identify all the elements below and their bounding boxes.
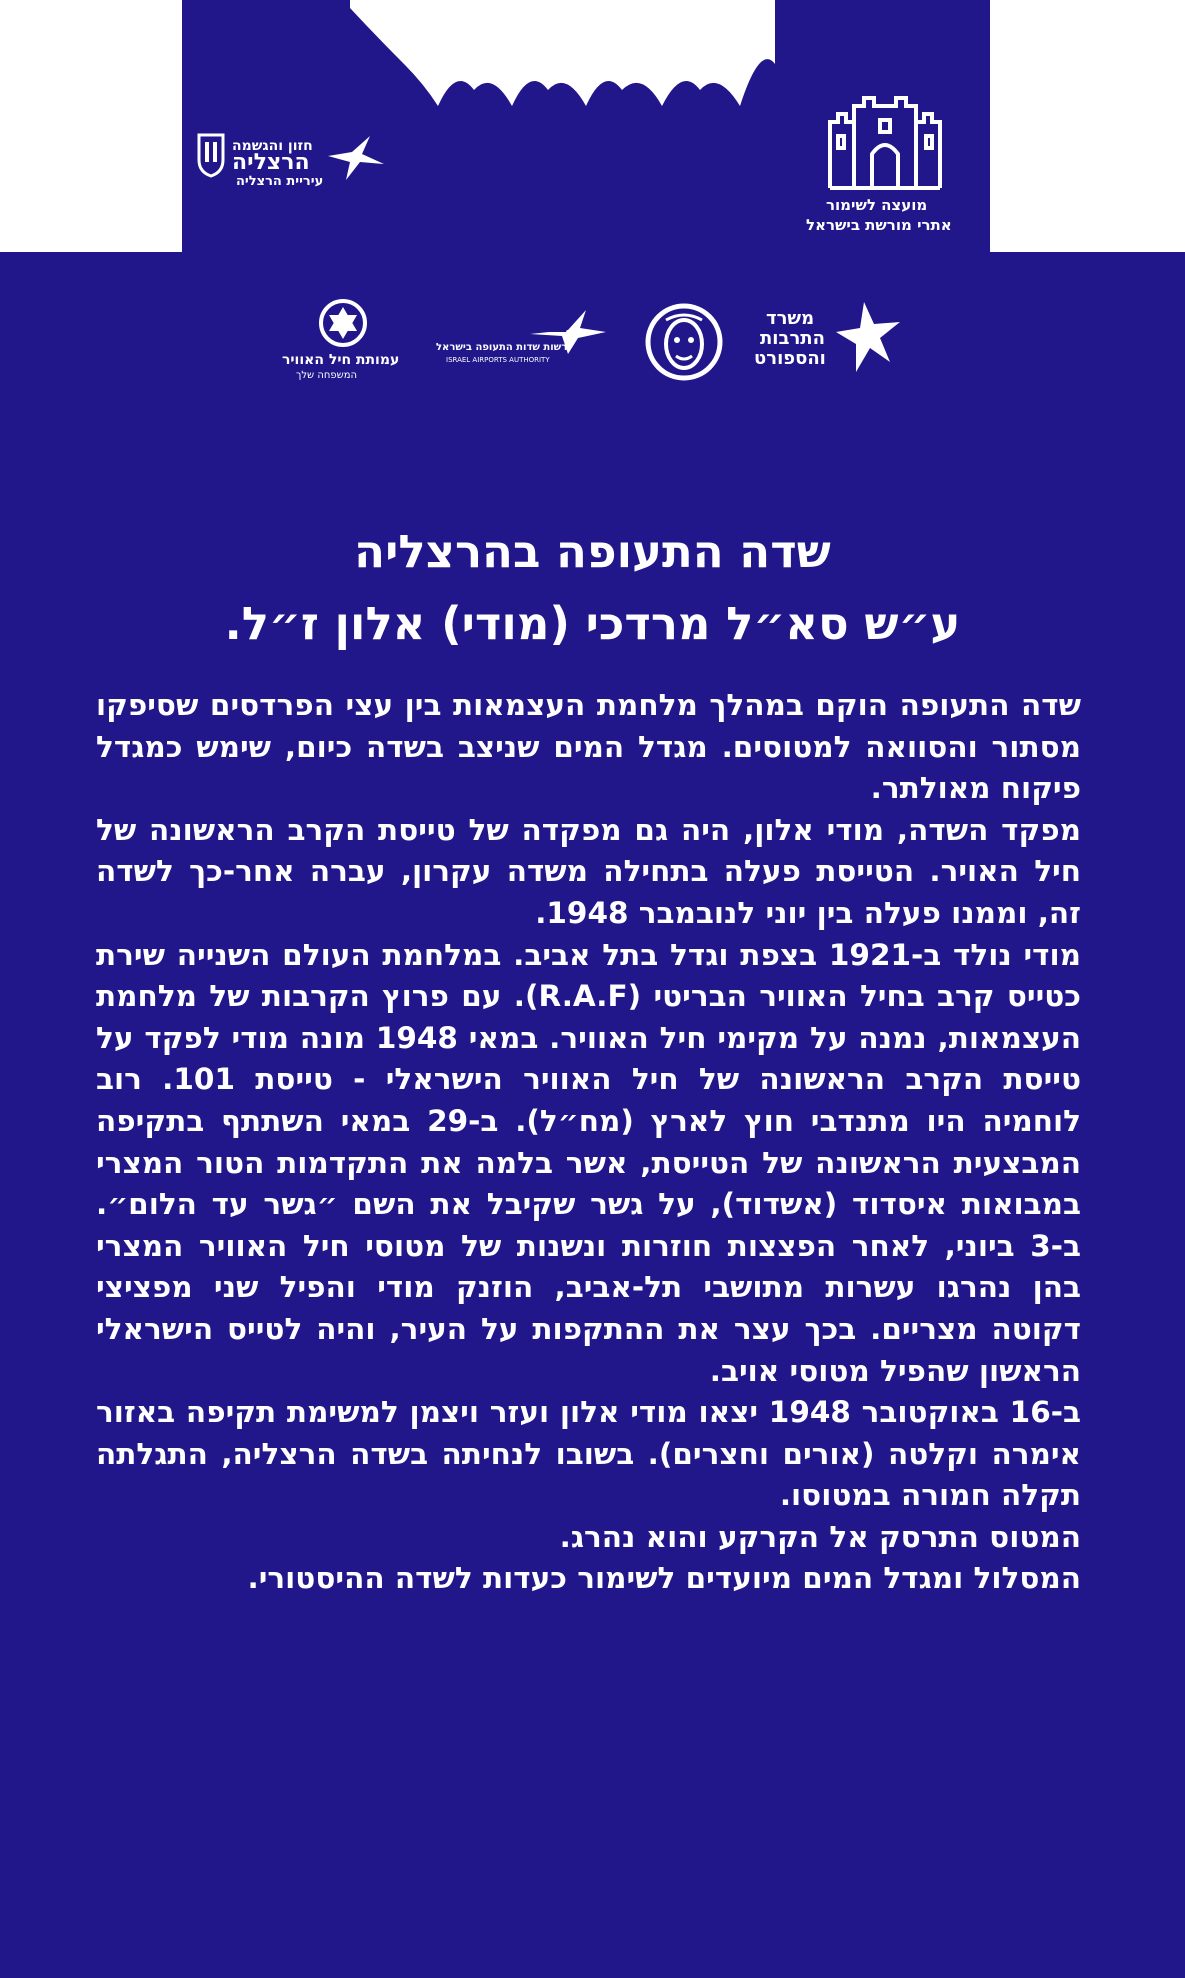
council-logo-line1: מועצה לשימור (826, 196, 928, 214)
ministry-star-icon (834, 298, 904, 376)
body-paragraph: המסלול ומגדל המים מיועדים לשימור כעדות לשדה ההיסטורי. (247, 1561, 1081, 1596)
title-line-1: שדה התעופה בהרצליה (354, 525, 831, 578)
council-logo-line2: אתרי מורשת בישראל (806, 216, 952, 234)
herzliya-logo-line2: הרצליה (232, 150, 310, 175)
body-paragraph: מודי נולד ב-1921 בצפת וגדל בתל אביב. במלחמת העולם השנייה שירת כטייס קרב בחיל האוויר הבריטי (R.A.F). עם פרוץ הקרבות של מלחמת העצמאות, נמנה על מקימי חיל האוויר. במאי 1948 מונה מודי לפקד על טייסת הקרב הראשונה של חיל האוויר הישראלי - טייסת 101. רוב לוחמיה היו מתנדבי חוץ לארץ (מח״ל). ב-29 במאי השתתף בתקיפה המבצעית הראשונה של הטייסת, אשר בלמה את התקדמות הטור המצרי במבואות איסדוד (אשדוד), על גשר שקיבל את השם ״גשר עד הלום״. ב-3 ביוני, לאחר הפצצות חוזרות ונשנות של מטוסי חיל האוויר המצרי בהן נהרגו עשרות מתושבי תל-אביב, הוזנק מודי והפיל שני מפציצי דקוטה מצריים. בכך עצר את ההתקפות על העיר, והיה לטייס הישראלי הראשון שהפיל מטוסי אויב. (96, 937, 1082, 1388)
herzliya-logo-line3: עיריית הרצליה (236, 174, 324, 189)
herzliya-crest-icon (196, 132, 226, 178)
ministry-logo-line2: התרבות (760, 328, 825, 349)
castle-icon (826, 92, 944, 192)
page-title (100, 516, 1085, 660)
airforce-logo-line2: המשפחה שלך (296, 370, 358, 381)
lion-emblem-icon (644, 302, 724, 382)
airports-logo-line2: ISRAEL AIRPORTS AUTHORITY (446, 356, 550, 364)
airforce-logo-line1: עמותת חיל האוויר (282, 352, 400, 368)
castle-logo (826, 92, 944, 192)
body-paragraph: המטוס התרסק אל הקרקע והוא נהרג. (559, 1519, 1081, 1554)
herzliya-logo-line1: חזון והגשמה (232, 138, 313, 154)
ministry-logo-line3: והספורט (754, 348, 826, 369)
body-paragraph: שדה התעופה הוקם במהלך מלחמת העצמאות בין עצי הפרדסים שסיפקו מסתור והסוואה למטוסים. מגדל המים שניצב בשדה כיום, שימש כמגדל פיקוח מאולתר. (96, 688, 1081, 806)
herzliya-logo (196, 132, 226, 178)
body-paragraph: מפקד השדה, מודי אלון, היה גם מפקדה של טייסת הקרב הראשונה של חיל האויר. הטייסת פעלה בתחילה משדה עקרון, עברה אחר-כך לשדה זה, וממנו פעלה בין יוני לנובמבר 1948. (96, 812, 1081, 930)
star-of-david-icon (318, 298, 368, 348)
title-line-2: ע״ש סא״ל מרדכי (מודי) אלון ז״ל. (224, 597, 961, 650)
airports-logo-line1: רשות שדות התעופה בישראל (436, 342, 568, 353)
body-paragraph: ב-16 באוקטובר 1948 יצאו מודי אלון ועזר ויצמן למשימת תקיפה באזור אימרה וקלטה (אורים וחצרים). בשובו לנחיתה בשדה הרצליה, התגלתה תקלה חמורה במטוסו. (96, 1395, 1081, 1513)
ministry-logo-line1: משרד (766, 308, 815, 329)
body-text (96, 685, 1081, 1600)
bird-icon (326, 134, 386, 182)
